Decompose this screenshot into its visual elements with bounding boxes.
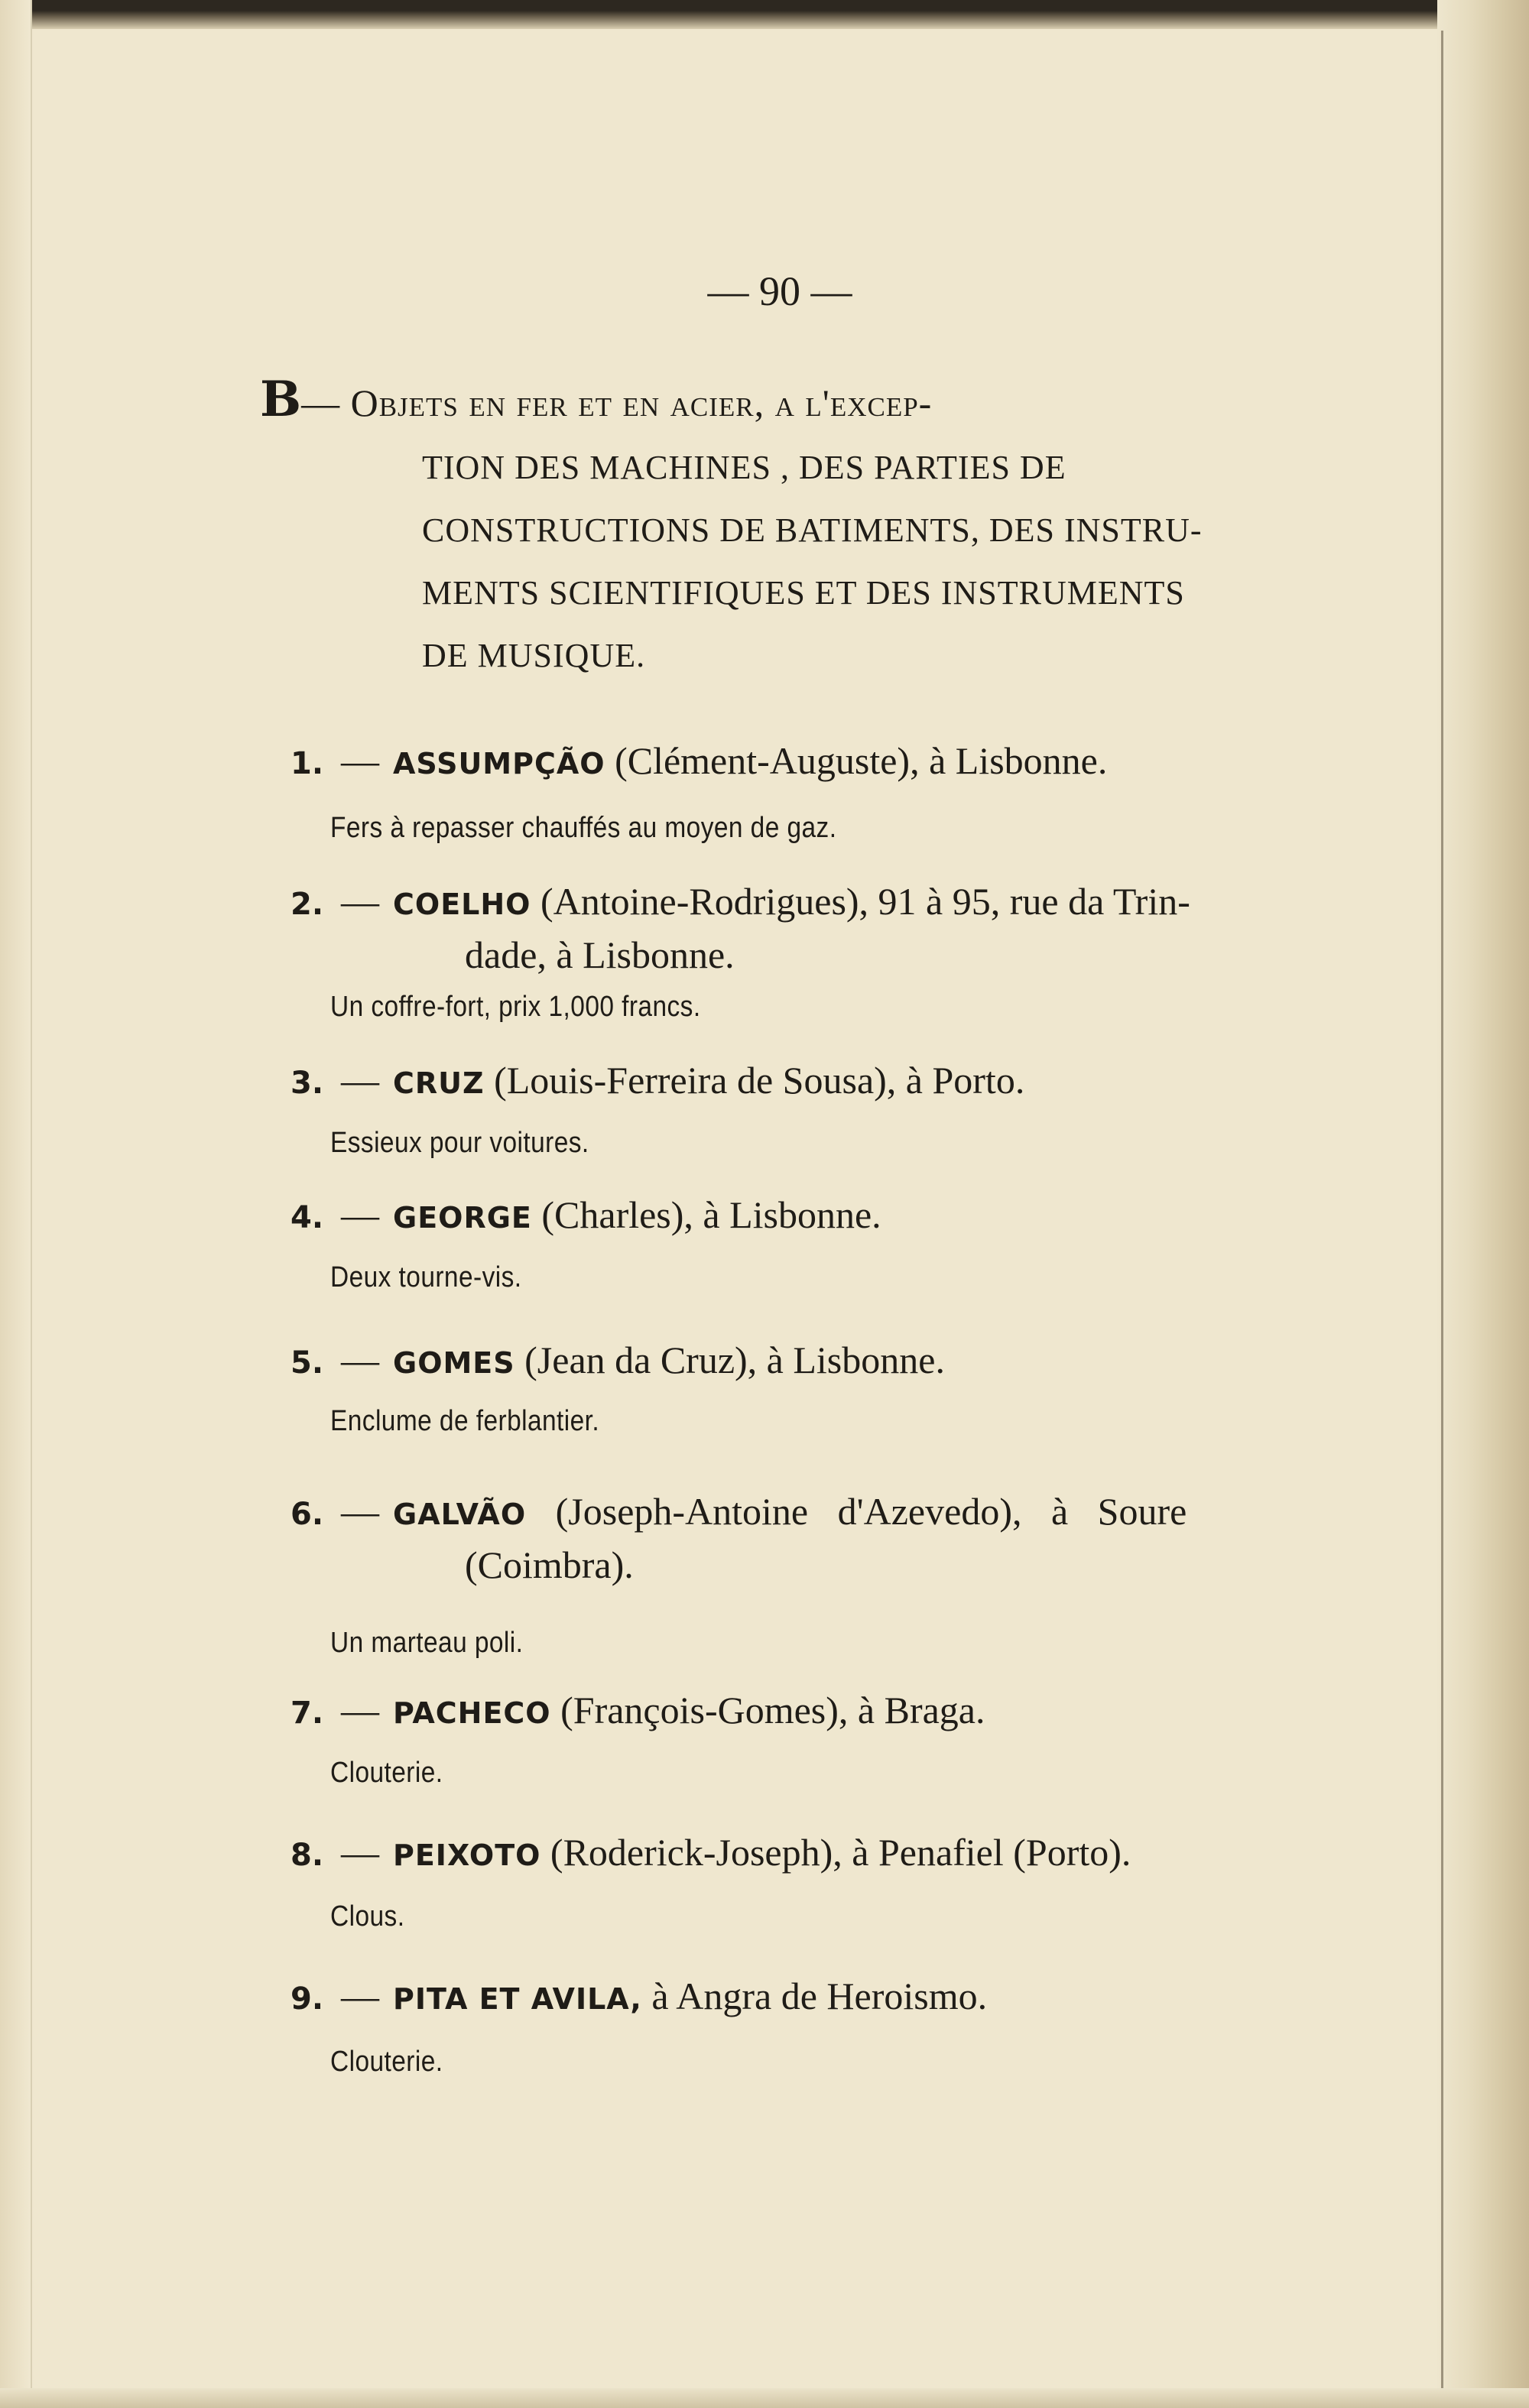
exhibitor-details-continued: (Coimbra). [465,1543,634,1586]
exhibitor-entry [291,1335,1361,1388]
exhibitor-entry [291,735,1361,789]
entry-number: 8. [291,1838,324,1873]
entry-dash: — [341,1689,379,1731]
entry-number: 2. [291,887,324,922]
entry-dash: — [341,1975,379,2017]
exhibitor-entry [291,1189,1361,1243]
entry-number: 7. [291,1696,324,1731]
section-heading-line: DE MUSIQUE. [422,637,646,674]
section-heading [260,368,1330,687]
exhibitor-name: PITA ET AVILA, [393,1982,642,2016]
entry-dash: — [341,880,379,923]
entry-dash: — [341,739,379,782]
exhibitor-details: (Roderick-Joseph), à Penafiel (Porto). [550,1831,1131,1874]
entry-number: 1. [291,746,324,781]
section-heading-line: CONSTRUCTIONS DE BATIMENTS, DES INSTRU- [422,511,1203,549]
exhibitor-details-continued: dade, à Lisbonne. [465,933,735,976]
exhibitor-name: COELHO [393,888,531,921]
exhibitor-details: (Charles), à Lisbonne. [541,1193,881,1236]
entry-number: 3. [291,1066,324,1101]
exhibitor-entry [291,1971,1361,2024]
exhibitor-name: GOMES [393,1346,515,1380]
exhibit-description: Essieux pour voitures. [330,1127,589,1159]
section-heading-line: TION DES MACHINES , DES PARTIES DE [422,449,1066,486]
exhibitor-entry [291,1827,1361,1881]
section-heading-first: — Objets en fer et en acier, a l'excep- [301,381,933,424]
entry-number: 4. [291,1200,324,1235]
exhibit-description: Clouterie. [330,2046,443,2078]
exhibitor-details: (Joseph-Antoine d'Azevedo), à Soure [555,1490,1187,1533]
entry-dash: — [341,1193,379,1236]
entry-number: 6. [291,1497,324,1532]
entry-number: 9. [291,1981,324,2017]
exhibit-description: Enclume de ferblantier. [330,1405,600,1437]
exhibitor-details: (Clément-Auguste), à Lisbonne. [615,739,1108,782]
exhibitor-name: PACHECO [393,1696,551,1730]
exhibitor-details: (Jean da Cruz), à Lisbonne. [524,1339,945,1381]
exhibit-description: Un marteau poli. [330,1627,524,1659]
exhibitor-details: (François-Gomes), à Braga. [560,1689,985,1731]
exhibitor-name: GEORGE [393,1201,532,1235]
exhibitor-entry [291,876,1361,980]
exhibitor-entry [291,1486,1361,1590]
exhibitor-name: CRUZ [393,1066,485,1100]
exhibit-description: Clouterie. [330,1757,443,1789]
exhibit-description: Deux tourne-vis. [330,1261,522,1293]
entry-dash: — [341,1059,379,1102]
section-heading-line: MENTS SCIENTIFIQUES ET DES INSTRUMENTS [422,574,1185,612]
entry-number: 5. [291,1345,324,1381]
exhibitor-name: ASSUMPÇÃO [393,747,605,780]
exhibitor-entry [291,1055,1361,1108]
page-number: — 90 — [707,268,852,314]
exhibitor-details: à Angra de Heroismo. [651,1975,988,2017]
entry-dash: — [341,1831,379,1874]
entry-dash: — [341,1339,379,1381]
exhibit-description: Fers à repasser chauffés au moyen de gaz. [330,812,837,844]
exhibitor-details: (Antoine-Rodrigues), 91 à 95, rue da Trin- [540,880,1190,923]
section-heading-first-line [260,368,1330,436]
entry-dash: — [341,1490,379,1533]
exhibit-description: Clous. [330,1900,405,1933]
exhibitor-name: PEIXOTO [393,1838,541,1872]
exhibit-description: Un coffre-fort, prix 1,000 francs. [330,991,701,1023]
exhibitor-entry [291,1685,1361,1738]
exhibitor-name: GALVÃO [393,1498,527,1531]
exhibitor-details: (Louis-Ferreira de Sousa), à Porto. [494,1059,1025,1102]
section-letter: B [260,371,302,428]
